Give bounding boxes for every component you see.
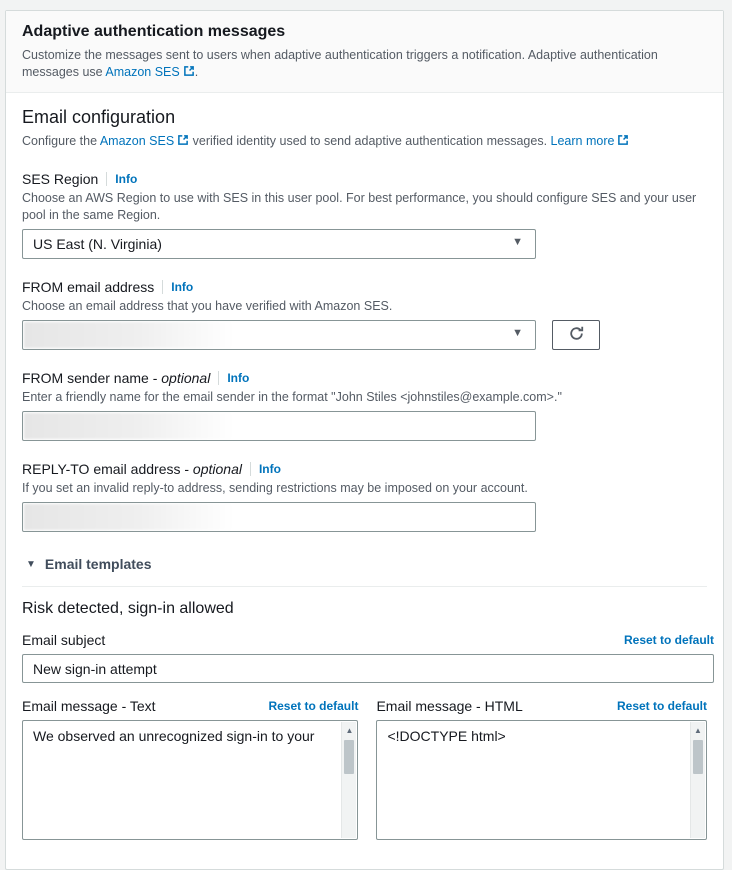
label-separator [106, 172, 107, 186]
ses-region-field [22, 171, 707, 259]
risk-allowed-title: Risk detected, sign-in allowed [22, 600, 234, 617]
message-text-content: We observed an unrecognized sign-in to your [33, 728, 315, 744]
section-divider [22, 586, 707, 587]
from-sender-label-text: FROM sender name - [22, 370, 158, 386]
scroll-up-icon[interactable]: ▲ [342, 722, 356, 739]
ses-region-value: US East (N. Virginia) [33, 236, 162, 252]
redacted-value [24, 413, 234, 439]
label-separator [250, 462, 251, 476]
config-desc-text: Configure the [22, 134, 100, 148]
message-text-column [22, 698, 358, 840]
scrollbar[interactable] [690, 722, 705, 838]
label-separator [218, 371, 219, 385]
caret-down-icon: ▼ [26, 558, 36, 570]
panel-description-period: . [194, 65, 199, 79]
scrollbar-thumb[interactable] [344, 740, 354, 774]
message-html-reset-link[interactable]: Reset to default [616, 699, 707, 713]
chevron-down-icon: ▼ [512, 236, 523, 248]
from-sender-info-link[interactable]: Info [227, 371, 250, 385]
amazon-ses-config-link[interactable] [100, 134, 189, 148]
refresh-icon [568, 325, 585, 345]
panel-body [6, 93, 723, 864]
email-configuration-description [22, 133, 707, 151]
from-sender-label [22, 370, 210, 386]
reply-to-label [22, 461, 242, 477]
from-sender-description: Enter a friendly name for the email sender in the format "John Stiles <johnstiles@example.com>." [22, 390, 562, 404]
reply-to-description: If you set an invalid reply-to address, sending restrictions may be imposed on your account. [22, 481, 528, 495]
amazon-ses-link-label: Amazon SES [105, 65, 180, 79]
email-templates-label: Email templates [44, 556, 152, 572]
config-desc-text-2: verified identity used to send adaptive authentication messages. [189, 134, 551, 148]
scrollbar[interactable] [341, 722, 356, 838]
message-html-column [376, 698, 707, 840]
label-separator [162, 280, 163, 294]
from-email-field [22, 279, 707, 350]
learn-more-label: Learn more [550, 134, 615, 148]
adaptive-auth-messages-panel [5, 10, 724, 870]
redacted-value [24, 322, 234, 348]
message-text-textarea[interactable] [22, 720, 358, 840]
message-html-content: <!DOCTYPE html> [387, 728, 506, 744]
from-email-description: Choose an email address that you have verified with Amazon SES. [22, 299, 393, 313]
external-link-icon [177, 134, 189, 151]
panel-description [22, 47, 707, 82]
email-templates-expander[interactable] [22, 556, 707, 572]
message-text-label: Email message - Text [22, 698, 156, 714]
from-email-info-link[interactable]: Info [171, 280, 194, 294]
email-subject-label: Email subject [22, 632, 106, 648]
ses-region-label: SES Region [22, 171, 99, 187]
reply-to-info-link[interactable]: Info [258, 462, 281, 476]
email-subject-input[interactable] [22, 654, 714, 683]
reply-to-input[interactable] [22, 502, 536, 532]
external-link-icon [183, 65, 195, 82]
from-sender-input[interactable] [22, 411, 536, 441]
panel-description-text: Customize the messages sent to users when adaptive authentication triggers a notification. Adaptive authentication messages use [22, 48, 658, 79]
scrollbar-thumb[interactable] [693, 740, 703, 774]
amazon-ses-link[interactable] [105, 65, 194, 79]
redacted-value [24, 504, 234, 530]
external-link-icon [617, 134, 629, 151]
from-email-label: FROM email address [22, 279, 155, 295]
email-configuration-title: Email configuration [22, 107, 176, 127]
scroll-up-icon[interactable]: ▲ [691, 722, 705, 739]
page-title: Adaptive authentication messages [22, 23, 286, 40]
reply-to-label-text: REPLY-TO email address - [22, 461, 190, 477]
optional-tag: optional [192, 461, 242, 477]
optional-tag: optional [161, 370, 211, 386]
from-sender-field [22, 370, 707, 441]
message-html-textarea[interactable] [376, 720, 707, 840]
learn-more-link[interactable] [551, 134, 630, 148]
chevron-down-icon: ▼ [512, 327, 523, 339]
ses-region-info-link[interactable]: Info [115, 172, 138, 186]
message-text-reset-link[interactable]: Reset to default [268, 699, 359, 713]
panel-header [6, 11, 723, 93]
from-email-select[interactable] [22, 320, 536, 350]
refresh-button[interactable] [552, 320, 600, 350]
amazon-ses-config-link-label: Amazon SES [99, 134, 175, 148]
ses-region-select[interactable] [22, 229, 536, 259]
message-html-label: Email message - HTML [376, 698, 523, 714]
subject-reset-link[interactable]: Reset to default [623, 633, 714, 647]
ses-region-description: Choose an AWS Region to use with SES in this user pool. For best performance, you should configure SES and your user pool in the same Region. [22, 191, 697, 222]
reply-to-field [22, 461, 707, 532]
